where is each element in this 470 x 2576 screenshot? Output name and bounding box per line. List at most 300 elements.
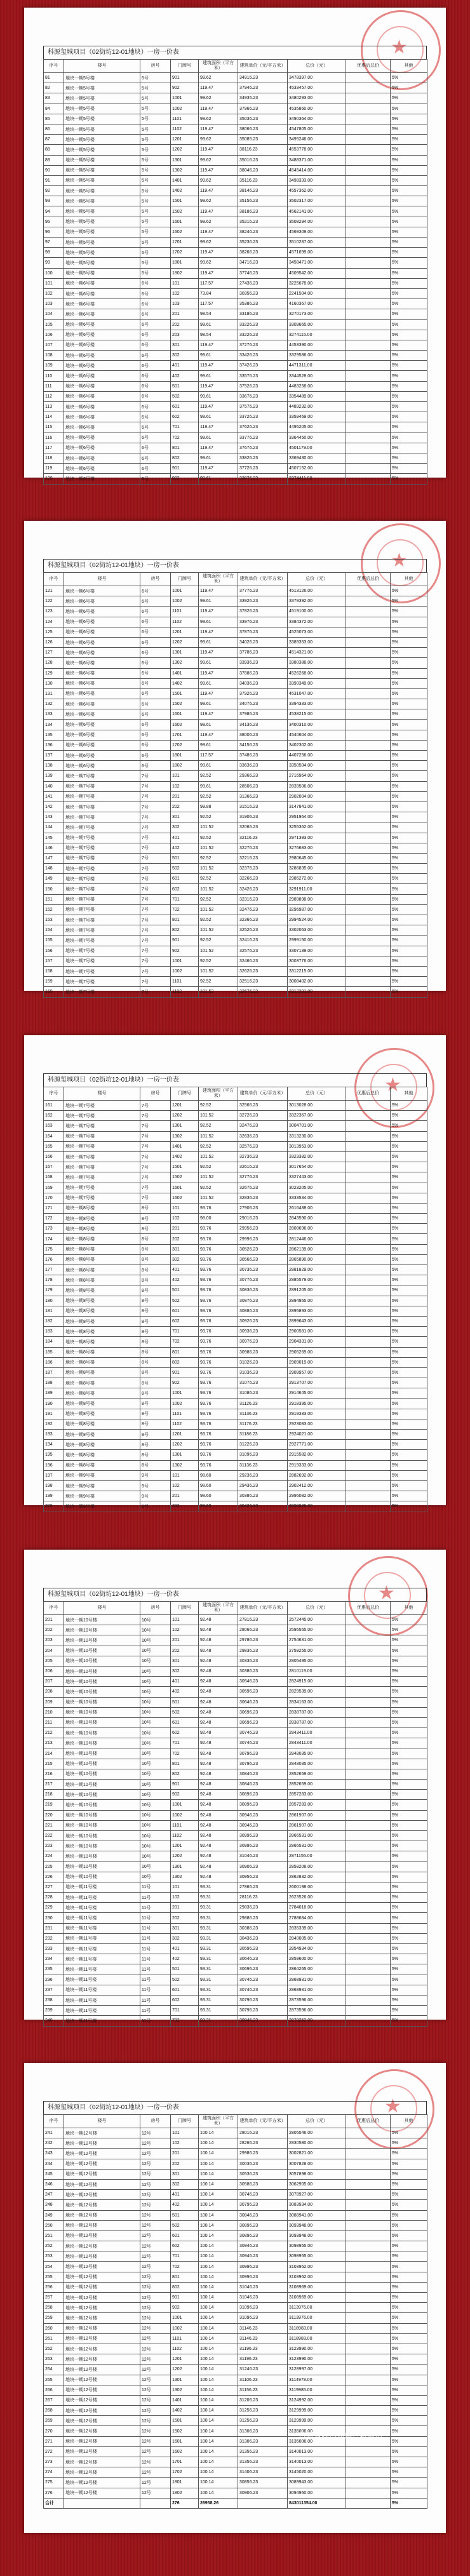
table-cell: 5% (391, 433, 427, 443)
column-header: 其他 (391, 60, 427, 73)
table-cell: 119.47 (199, 124, 238, 134)
table-cell: 93.76 (199, 1409, 238, 1419)
table-row (44, 422, 427, 433)
table-row (44, 2282, 427, 2292)
table-row (44, 884, 427, 894)
table-cell: 30746.23 (238, 1985, 288, 1995)
column-header: 房号 (140, 2115, 171, 2128)
table-row (44, 2220, 427, 2231)
table-cell: 地块一期6号楼 (64, 627, 140, 637)
table-cell: 5号 (140, 124, 171, 134)
table-row (44, 751, 427, 761)
table-cell: 257 (44, 2293, 64, 2303)
table-cell: 5% (391, 791, 427, 802)
table-cell: 92.52 (199, 853, 238, 863)
table-cell: 地块一期7号楼 (64, 1141, 140, 1151)
table-cell: 302 (171, 2179, 199, 2189)
table-cell (346, 1347, 391, 1357)
table-cell: 8号 (140, 1254, 171, 1265)
table-cell: 5% (391, 1450, 427, 1460)
table-row (44, 443, 427, 453)
table-cell: 89 (44, 155, 64, 165)
column-header: 楼号 (64, 2115, 140, 2128)
table-row (44, 309, 427, 319)
table-cell: 5% (391, 206, 427, 217)
table-cell: 502 (171, 391, 199, 401)
table-cell (346, 2006, 391, 2016)
table-cell: 30936.23 (238, 1327, 288, 1337)
table-cell: 3390349.00 (288, 678, 346, 688)
table-cell: 5% (391, 648, 427, 658)
table-cell (346, 1430, 391, 1440)
table-cell: 143 (44, 812, 64, 822)
table-cell: 119.47 (199, 186, 238, 196)
table-cell: 6号 (140, 658, 171, 668)
table-row (44, 1151, 427, 1162)
table-row (44, 1491, 427, 1501)
table-cell: 5% (391, 165, 427, 175)
table-cell: 3098955.00 (288, 2241, 346, 2251)
table-cell: 93.31 (199, 1882, 238, 1892)
table-cell: 276 (44, 2488, 64, 2498)
table-cell: 3108969.00 (288, 2293, 346, 2303)
table-cell (346, 83, 391, 93)
table-cell: 3114978.00 (288, 2375, 346, 2385)
table-cell (346, 2138, 391, 2149)
table-cell: 12号 (140, 2210, 171, 2220)
table-row (44, 977, 427, 987)
table-cell: 10号 (140, 1769, 171, 1779)
table-cell (346, 864, 391, 874)
table-cell (346, 987, 391, 997)
table-header-row (44, 2115, 427, 2128)
table-cell: 2994524.00 (288, 915, 346, 925)
table-cell (346, 1183, 391, 1193)
table-cell: 5号 (140, 93, 171, 104)
table-row (44, 1224, 427, 1234)
table-cell: 99.62 (199, 114, 238, 124)
table-cell: 92.48 (199, 1635, 238, 1646)
table-cell: 5% (391, 268, 427, 278)
table-cell: 6号 (140, 648, 171, 658)
table-cell: 33226.23 (238, 330, 288, 340)
table-cell: 12号 (140, 2436, 171, 2446)
table-cell: 208 (44, 1687, 64, 1697)
table-cell: 地块一期7号楼 (64, 1121, 140, 1131)
table-cell: 701 (171, 2251, 199, 2262)
table-cell: 37886.23 (238, 668, 288, 678)
summary-cell: 843011354.00 (288, 2498, 346, 2508)
table-cell: 101.52 (199, 946, 238, 956)
table-cell: 地块一期8号楼 (64, 1234, 140, 1244)
table-cell: 93.31 (199, 1975, 238, 1985)
table-cell: 7号 (140, 791, 171, 802)
table-cell: 5% (391, 1903, 427, 1913)
table-cell: 3379392.00 (288, 596, 346, 607)
table-cell: 32266.23 (238, 874, 288, 884)
table-cell: 1202 (171, 1851, 199, 1862)
table-cell: 地块一期6号楼 (64, 688, 140, 699)
table-cell: 38146.23 (238, 186, 288, 196)
table-row (44, 1830, 427, 1841)
table-cell: 5% (391, 1872, 427, 1882)
table-cell: 2810119.00 (288, 1666, 346, 1676)
table-cell: 34156.23 (238, 740, 288, 750)
table-cell (346, 1923, 391, 1933)
table-cell: 92.52 (199, 812, 238, 822)
column-header: 房号 (140, 60, 171, 73)
table-cell: 3350504.00 (288, 761, 346, 771)
table-cell: 地块一期12号楼 (64, 2200, 140, 2210)
table-cell: 3495246.00 (288, 135, 346, 145)
column-header: 总价（元） (288, 1087, 346, 1101)
table-cell: 2923083.00 (288, 1419, 346, 1429)
column-header: 优惠后总价 (346, 2115, 391, 2128)
table-cell: 2882692.00 (288, 1470, 346, 1480)
table-cell: 30896.23 (238, 2231, 288, 2241)
table-row (44, 1872, 427, 1882)
column-header: 其他 (391, 573, 427, 586)
table-cell: 102 (171, 781, 199, 791)
table-cell: 211 (44, 1717, 64, 1727)
table-cell (346, 751, 391, 761)
table-cell: 地块一期6号楼 (64, 709, 140, 720)
table-cell: 402 (171, 371, 199, 381)
table-cell: 182 (44, 1316, 64, 1326)
table-header-row (44, 573, 427, 586)
table-cell (346, 1327, 391, 1337)
table-cell: 802 (171, 453, 199, 463)
table-row (44, 299, 427, 309)
table-row (44, 1717, 427, 1727)
table-cell: 119.47 (199, 709, 238, 720)
table-cell: 1002 (171, 596, 199, 607)
table-cell: 地块一期8号楼 (64, 1347, 140, 1357)
table-cell: 5% (391, 1933, 427, 1943)
table-row (44, 596, 427, 607)
table-cell: 10号 (140, 1615, 171, 1625)
table-cell: 3344528.00 (288, 371, 346, 381)
column-header: 序号 (44, 2115, 64, 2128)
table-cell: 地块一期10号楼 (64, 1656, 140, 1666)
table-cell: 地块一期12号楼 (64, 2426, 140, 2436)
table-cell (346, 1820, 391, 1830)
table-cell: 201 (171, 1224, 199, 1234)
table-row (44, 1913, 427, 1923)
table-cell: 3508294.00 (288, 217, 346, 227)
table-row (44, 1677, 427, 1687)
table-cell: 地块一期8号楼 (64, 1440, 140, 1450)
table-cell: 地块一期6号楼 (64, 668, 140, 678)
table-cell: 8号 (140, 1244, 171, 1254)
table-cell: 8号 (140, 1399, 171, 1409)
table-cell: 地块一期5号楼 (64, 206, 140, 217)
table-cell: 100.14 (199, 2159, 238, 2169)
table-cell: 92.48 (199, 1666, 238, 1676)
table-cell: 31096.23 (238, 2303, 288, 2313)
table-cell (346, 443, 391, 453)
table-cell: 5% (391, 2395, 427, 2405)
table-cell: 11号 (140, 1995, 171, 2005)
table-cell (346, 1357, 391, 1367)
table-cell: 3004701.00 (288, 1121, 346, 1131)
table-row (44, 1367, 427, 1378)
table-cell: 地块一期7号楼 (64, 956, 140, 966)
table-row (44, 1646, 427, 1656)
table-cell: 7号 (140, 1162, 171, 1172)
table-cell: 101 (171, 2128, 199, 2138)
table-cell: 30946.23 (238, 2251, 288, 2262)
table-cell: 38266.23 (238, 248, 288, 258)
table-cell: 30796.23 (238, 2006, 288, 2016)
table-cell: 92.48 (199, 1759, 238, 1769)
table-cell: 141 (44, 791, 64, 802)
table-row (44, 1759, 427, 1769)
table-cell: 6号 (140, 453, 171, 463)
table-cell: 100.14 (199, 2426, 238, 2436)
table-cell: 10号 (140, 1728, 171, 1738)
table-row (44, 833, 427, 843)
table-row (44, 2344, 427, 2354)
table-cell: 156 (44, 946, 64, 956)
table-cell: 38006.23 (238, 730, 288, 740)
table-cell: 201 (171, 1903, 199, 1913)
table-cell: 5% (391, 1491, 427, 1501)
table-cell: 30586.23 (238, 2179, 288, 2189)
table-cell: 184 (44, 1337, 64, 1347)
table-row (44, 2272, 427, 2282)
table-cell (346, 1666, 391, 1676)
table-cell: 5% (391, 2282, 427, 2292)
table-cell: 10号 (140, 1748, 171, 1759)
table-cell (346, 2344, 391, 2354)
table-row (44, 2138, 427, 2149)
table-cell: 2716964.00 (288, 771, 346, 781)
table-cell: 10号 (140, 1656, 171, 1666)
table-cell: 5% (391, 781, 427, 791)
table-cell: 地块一期9号楼 (64, 1470, 140, 1480)
table-cell: 602 (171, 1316, 199, 1326)
column-header: 优惠后总价 (346, 60, 391, 73)
table-cell (346, 1975, 391, 1985)
table-cell: 5% (391, 1810, 427, 1820)
table-cell: 6号 (140, 351, 171, 361)
table-cell: 179 (44, 1285, 64, 1296)
table-cell: 3309665.00 (288, 319, 346, 330)
table-row (44, 1625, 427, 1635)
table-cell: 5% (391, 1707, 427, 1717)
table-row (44, 740, 427, 750)
table-cell: 31306.23 (238, 2436, 288, 2446)
table-cell: 4545414.00 (288, 165, 346, 175)
table-cell: 221 (44, 1820, 64, 1830)
table-cell: 30566.23 (238, 1254, 288, 1265)
column-header: 其他 (391, 1602, 427, 1615)
table-cell: 地块一期6号楼 (64, 720, 140, 730)
table-cell: 99.62 (199, 175, 238, 185)
table-cell (346, 637, 391, 647)
table-row (44, 1903, 427, 1913)
table-cell: 1702 (171, 248, 199, 258)
table-cell: 6号 (140, 688, 171, 699)
table-cell: 31026.23 (238, 1357, 288, 1367)
table-cell: 92.48 (199, 1687, 238, 1697)
table-cell: 135 (44, 730, 64, 740)
sheet-title: 科源玺城项目（02街坊12-01地块）一房一价表 (43, 46, 427, 59)
table-cell: 地块一期10号楼 (64, 1625, 140, 1635)
table-cell: 1202 (171, 1111, 199, 1121)
table-cell: 地块一期12号楼 (64, 2293, 140, 2303)
table-cell: 402 (171, 843, 199, 853)
table-cell: 2985272.00 (288, 874, 346, 884)
table-cell: 地块一期9号楼 (64, 1501, 140, 1512)
table-row (44, 617, 427, 627)
table-cell: 93.76 (199, 1440, 238, 1450)
table-cell (346, 330, 391, 340)
table-cell: 114 (44, 412, 64, 422)
table-cell: 7号 (140, 946, 171, 956)
table-cell: 1101 (171, 1409, 199, 1419)
table-cell: 7号 (140, 822, 171, 833)
table-row (44, 1121, 427, 1131)
table-cell: 31356.23 (238, 2446, 288, 2457)
table-cell: 5% (391, 1748, 427, 1759)
table-cell: 30796.23 (238, 1995, 288, 2005)
table-cell: 32576.23 (238, 1141, 288, 1151)
table-cell (346, 2354, 391, 2365)
table-cell (346, 258, 391, 268)
table-cell: 3364450.00 (288, 433, 346, 443)
table-cell: 3108969.00 (288, 2282, 346, 2292)
price-sheet-page (24, 8, 446, 481)
table-cell: 2784018.00 (288, 1903, 346, 1913)
table-cell: 5% (391, 371, 427, 381)
table-cell: 161 (44, 1101, 64, 1111)
table-cell: 5号 (140, 165, 171, 175)
table-cell: 5% (391, 2128, 427, 2138)
table-cell: 702 (171, 433, 199, 443)
table-cell: 5% (391, 2416, 427, 2426)
table-cell: 92.52 (199, 977, 238, 987)
table-cell: 28016.23 (238, 2128, 288, 2138)
summary-row (44, 2498, 427, 2508)
table-cell: 1001 (171, 956, 199, 966)
table-cell (346, 1460, 391, 1470)
table-cell: 110 (44, 371, 64, 381)
table-cell (346, 1172, 391, 1183)
table-cell: 101 (171, 1203, 199, 1213)
table-row (44, 1347, 427, 1357)
table-cell: 37526.23 (238, 381, 288, 391)
table-cell: 32276.23 (238, 843, 288, 853)
table-cell: 8号 (140, 1234, 171, 1244)
table-cell: 地块一期7号楼 (64, 1162, 140, 1172)
table-cell: 地块一期6号楼 (64, 474, 140, 484)
table-cell: 5% (391, 740, 427, 750)
table-cell: 8号 (140, 1316, 171, 1326)
table-cell: 地块一期12号楼 (64, 2149, 140, 2159)
table-cell: 8号 (140, 1224, 171, 1234)
table-cell: 地块一期10号楼 (64, 1830, 140, 1841)
table-cell: 5% (391, 1790, 427, 1800)
table-cell: 302 (171, 351, 199, 361)
table-cell: 99.61 (199, 371, 238, 381)
table-cell: 地块一期12号楼 (64, 2395, 140, 2405)
table-cell: 99.61 (199, 720, 238, 730)
table-cell: 5% (391, 1480, 427, 1491)
table-cell: 802 (171, 1357, 199, 1367)
table-cell: 30356.23 (238, 288, 288, 299)
table-cell: 2891205.00 (288, 1285, 346, 1296)
table-cell: 5% (391, 1893, 427, 1903)
table-row (44, 1954, 427, 1964)
table-cell: 119.47 (199, 627, 238, 637)
table-row (44, 2251, 427, 2262)
table-row (44, 925, 427, 936)
price-sheet-page (24, 521, 446, 995)
table-cell: 5% (391, 1635, 427, 1646)
table-cell: 4509542.00 (288, 268, 346, 278)
table-cell: 37426.23 (238, 361, 288, 371)
column-header: 建筑单价（元/平方米） (238, 60, 288, 73)
table-cell (346, 402, 391, 412)
table-cell: 201 (171, 309, 199, 319)
table-cell: 31246.23 (238, 2365, 288, 2375)
table-cell (346, 1738, 391, 1748)
table-cell: 地块一期11号楼 (64, 1995, 140, 2005)
table-row (44, 2313, 427, 2323)
table-row (44, 2354, 427, 2365)
table-cell: 192 (44, 1419, 64, 1429)
table-cell: 5% (391, 1995, 427, 2005)
table-cell (346, 781, 391, 791)
table-cell: 10号 (140, 1738, 171, 1748)
table-cell: 32426.23 (238, 884, 288, 894)
table-row (44, 2323, 427, 2333)
table-cell: 902 (171, 946, 199, 956)
table-cell: 2854934.00 (288, 1944, 346, 1954)
table-cell: 243 (44, 2149, 64, 2159)
table-cell: 1201 (171, 2354, 199, 2365)
column-header: 楼号 (64, 60, 140, 73)
table-cell: 38246.23 (238, 227, 288, 237)
table-cell: 2927771.00 (288, 1440, 346, 1450)
table-cell: 93.76 (199, 1265, 238, 1275)
table-cell: 902 (171, 2303, 199, 2313)
table-cell: 174 (44, 1234, 64, 1244)
table-row (44, 1419, 427, 1429)
table-cell: 地块一期8号楼 (64, 1203, 140, 1213)
table-cell: 12号 (140, 2426, 171, 2436)
table-cell: 10号 (140, 1820, 171, 1830)
table-cell: 102 (44, 288, 64, 299)
table-cell: 31126.23 (238, 1399, 288, 1409)
table-cell: 5号 (140, 135, 171, 145)
table-row (44, 699, 427, 709)
table-cell: 2839506.00 (288, 781, 346, 791)
table-cell: 5% (391, 1347, 427, 1357)
table-row (44, 2303, 427, 2313)
table-cell: 249 (44, 2210, 64, 2220)
table-cell: 92.48 (199, 1646, 238, 1656)
table-cell: 5号 (140, 268, 171, 278)
table-cell: 901 (171, 1367, 199, 1378)
table-cell: 1601 (171, 1183, 199, 1193)
table-cell: 5% (391, 1101, 427, 1111)
table-row (44, 1306, 427, 1316)
table-cell: 3380388.00 (288, 658, 346, 668)
table-cell (346, 607, 391, 617)
